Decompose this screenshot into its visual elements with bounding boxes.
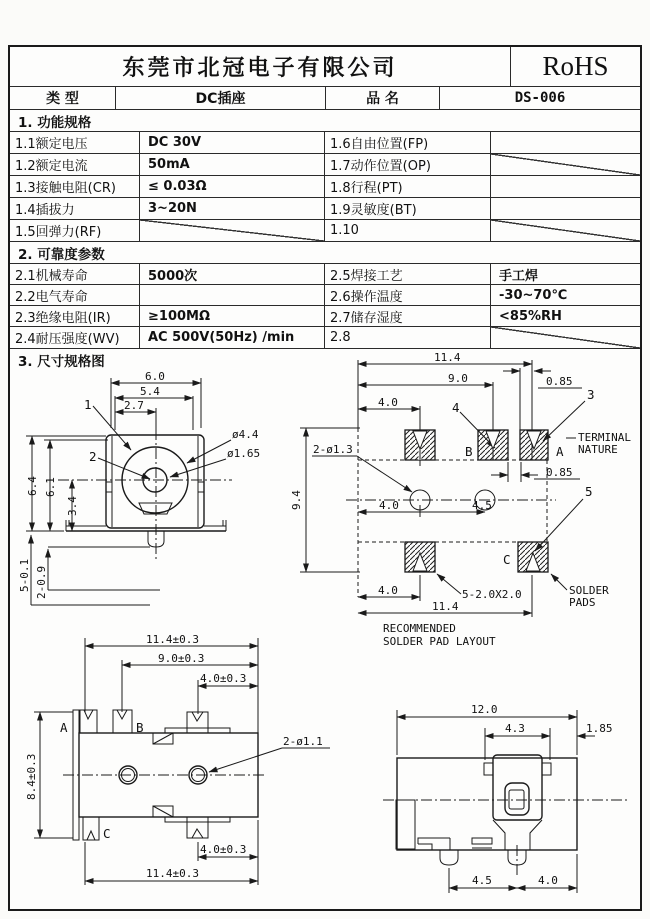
spec-value: 50mA [140,154,325,175]
spec-label: 2.5焊接工艺 [325,264,491,284]
spec-value [140,285,325,305]
dim-front-width-inner: 5.4 [140,385,160,398]
rohs-badge: RoHS [542,51,609,81]
terminal-label-c: C [103,826,111,841]
spec-label: 1.6自由位置(FP) [325,132,491,153]
spec-label: 1.10 [325,220,491,241]
spec-value: ≥100MΩ [140,306,325,326]
dim-pads-first-offset: 4.0 [378,396,398,409]
dim-pin-length2: 2-0.9 [35,565,48,599]
dim-hole-diameter: 2-ø1.3 [313,443,353,456]
spec-label: 1.3接触电阻(CR) [10,176,140,197]
product-name-label: 品 名 [326,87,440,109]
section2-title: 2. 可靠度参数 [10,242,640,264]
dim-pads-total-width: 11.4 [434,351,461,364]
spec-value: <85%RH [499,308,562,324]
spec-label: 1.7动作位置(OP) [325,154,491,175]
terminal-a-prong [80,710,97,733]
spec-value: -30~70℃ [499,287,568,303]
callout-5: 5 [585,484,593,499]
spec-label: 1.2额定电流 [10,154,140,175]
table-row [10,220,640,242]
dim-bottom-b2: 11.4±0.3 [146,867,199,880]
type-label: 类 型 [10,87,116,109]
dim-pads-gap-top: 0.85 [546,375,573,388]
side-view-drawing [383,703,628,893]
table-row [10,154,640,176]
solder-pad-b [478,430,508,460]
company-name: 东莞市北冠电子有限公司 [10,47,511,86]
spec-label: 2.3绝缘电阻(IR) [10,306,140,326]
solder-pad-a [520,430,548,460]
bent-tab-mark-bottom [153,806,173,817]
side-mid-tab [472,838,492,848]
header-row [10,47,640,87]
table-row [10,327,640,349]
spec-value [491,176,640,197]
spec-label: 1.5回弹力(RF) [10,220,140,241]
dim-outer-diameter: ø4.4 [232,428,259,441]
dim-front-height3: 3.4 [66,496,79,516]
callout-1: 1 [84,397,92,412]
solder-pads-label-1: SOLDER [569,584,609,597]
side-left-wall [396,800,415,849]
dim-hole-spacing: 4.5 [472,499,492,512]
solder-pad-top-left [405,430,435,466]
bottom-view-drawing [25,633,330,885]
dim-pads-height: 9.4 [290,490,303,510]
terminal-nature-label-1: TERMINAL [578,431,631,444]
pad-label-c: C [503,552,511,567]
spec-value: 3~20N [140,198,325,219]
spec-label: 2.2电气寿命 [10,285,140,305]
spec-label: 2.7储存湿度 [325,306,491,326]
dim-pin-length1: 5-0.1 [18,558,31,592]
dim-front-height1: 6.4 [26,476,39,496]
spec-label: 2.1机械寿命 [10,264,140,284]
spec-value: ≤ 0.03Ω [140,176,325,197]
callout-2: 2 [89,449,97,464]
spec-value: DC 30V [140,132,325,153]
spec-label: 1.9灵敏度(BT) [325,198,491,219]
dim-hole-offset: 4.0 [379,499,399,512]
table-row [10,306,640,327]
terminal-nature-label-2: NATURE [578,443,618,456]
solder-pad-layout-drawing [290,351,631,648]
spec-label: 1.8行程(PT) [325,176,491,197]
table-row [10,176,640,198]
spec-value-na [140,220,325,241]
plug-barrel [484,755,551,850]
pad-size-label: 5-2.0X2.0 [462,588,522,601]
dim-bottom-height: 8.4±0.3 [25,753,38,800]
product-name-value: DS-006 [514,90,566,106]
solder-pad-c [518,542,548,572]
spec-label: 1.1额定电压 [10,132,140,153]
bent-tab-mark-top [153,733,173,744]
side-body-outline [397,758,577,850]
spec-label: 2.8 [325,327,491,348]
dim-side-pin-spacing: 4.5 [472,874,492,887]
side-left-tab [418,838,450,850]
pad-layout-caption-1: RECOMMENDED [383,622,456,635]
type-value: DC插座 [116,87,326,109]
dim-side-total-width: 12.0 [471,703,498,716]
section3-title: 3. 尺寸规格图 [18,353,105,370]
terminal-b-prong [113,710,132,733]
dim-inner-diameter: ø1.65 [227,447,261,460]
dim-side-edge-offset: 1.85 [586,722,613,735]
type-name-row [10,87,640,110]
spec-value [491,198,640,219]
dim-bottom-width1: 11.4±0.3 [146,633,199,646]
dim-side-barrel-width: 4.3 [505,722,525,735]
dim-side-pin-edge: 4.0 [538,874,558,887]
table-row [10,285,640,306]
spec-value-na [491,154,640,175]
spec-value: 5000次 [140,264,325,284]
table-row [10,132,640,154]
dim-front-height2: 6.1 [44,477,57,497]
front-view-drawing [18,370,260,605]
solder-pad-bottom-left [405,542,435,572]
table-row [10,198,640,220]
dim-bottom-width2: 9.0±0.3 [158,652,205,665]
terminal-wide-prong-bottom [165,817,230,838]
dim-front-width-outer: 6.0 [145,370,165,383]
solder-pads-label-2: PADS [569,596,596,609]
callout-3: 3 [587,387,595,402]
dim-pads-bottom-offset: 4.0 [378,584,398,597]
dim-front-center-offset: 2.7 [124,399,144,412]
dim-pads-bottom-width: 11.4 [432,600,459,613]
pad-label-b: B [465,444,473,459]
dim-bottom-b1: 4.0±0.3 [200,843,247,856]
terminal-label-b: B [136,720,144,735]
dim-pads-b-offset: 9.0 [448,372,468,385]
terminal-wide-prong-top [165,712,230,733]
spec-value: AC 500V(50Hz) /min [140,327,325,348]
section1-title: 1. 功能规格 [10,110,640,132]
pad-label-a: A [556,444,564,459]
spec-label: 2.6操作温度 [325,285,491,305]
spec-value [491,132,640,153]
callout-4: 4 [452,400,460,415]
pad-layout-caption-2: SOLDER PAD LAYOUT [383,635,496,648]
terminal-c-prong [83,817,99,840]
spec-label: 1.4插拔力 [10,198,140,219]
spec-value: 手工焊 [499,268,539,284]
spec-value-na [491,220,640,241]
spec-value-na [491,327,640,348]
spec-label: 2.4耐压强度(WV) [10,327,140,348]
dim-pads-gap-mid: 0.85 [546,466,573,479]
terminal-label-a: A [60,720,68,735]
dim-bottom-hole-diameter: 2-ø1.1 [283,735,323,748]
dim-bottom-width3: 4.0±0.3 [200,672,247,685]
side-pin-left [440,850,458,865]
table-row [10,264,640,285]
